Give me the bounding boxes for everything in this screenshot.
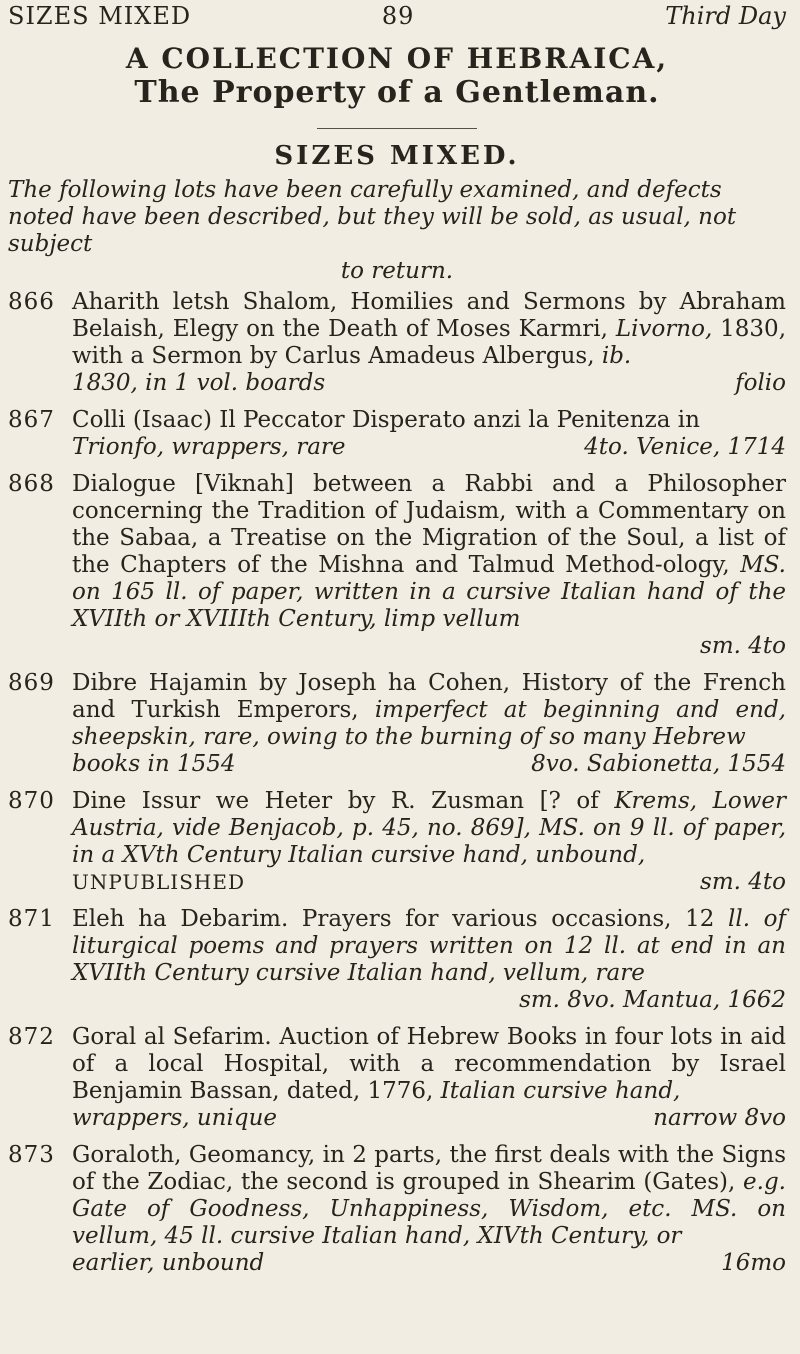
lot-imprint-left: UNPUBLISHED xyxy=(72,870,245,894)
lot-imprint xyxy=(72,633,786,660)
lot-meta: MS. on 165 ll. of paper, written in a cursive Italian hand of the XVIIth or XVIIIth Century, limp vellum xyxy=(72,552,786,632)
lot-870 xyxy=(8,788,786,896)
lot-description xyxy=(72,471,786,660)
running-head-left: SIZES MIXED xyxy=(8,2,192,30)
lot-imprint-right: folio xyxy=(735,370,786,396)
lot-imprint xyxy=(72,869,786,896)
lot-imprint xyxy=(72,1250,786,1277)
intro-text-last: to return. xyxy=(340,258,454,284)
lot-meta: ll. of liturgical poems and prayers written on 12 ll. at end in an XVIIth Century cursive Italian hand, vellum, rare xyxy=(72,906,786,986)
intro-paragraph xyxy=(8,177,786,285)
lot-number: 869 xyxy=(8,670,55,696)
lot-imprint-right: sm. 4to xyxy=(700,869,786,895)
lot-imprint-left: Trionfo, wrappers, rare xyxy=(72,434,346,460)
lot-meta: Krems, Lower Austria, vide Benjacob, p. 45, no. 869], MS. on 9 ll. of paper, in a XVth Century Italian cursive hand, unbound, xyxy=(72,788,787,868)
lot-871 xyxy=(8,906,786,1014)
lot-imprint xyxy=(72,370,786,397)
lot-number: 870 xyxy=(8,788,55,814)
lot-869 xyxy=(8,670,786,778)
lot-imprint-left: earlier, unbound xyxy=(72,1250,265,1276)
lot-imprint-right: 16mo xyxy=(721,1250,786,1276)
lot-imprint-right: sm. 8vo. Mantua, 1662 xyxy=(519,987,786,1013)
lot-imprint-left: 1830, in 1 vol. boards xyxy=(72,370,326,396)
lot-imprint xyxy=(72,434,786,461)
lot-description xyxy=(72,289,786,397)
lot-872 xyxy=(8,1024,786,1132)
lot-imprint-right: narrow 8vo xyxy=(653,1105,786,1131)
lot-imprint-left: books in 1554 xyxy=(72,751,236,777)
lot-868 xyxy=(8,471,786,660)
lot-desc: Dibre Hajamin by Joseph ha Cohen, History of the French and Turkish Emperors, xyxy=(72,670,786,723)
lot-number: 873 xyxy=(8,1142,55,1168)
divider-rule xyxy=(317,128,477,129)
lot-number: 867 xyxy=(8,407,55,433)
lot-number: 871 xyxy=(8,906,55,932)
lot-meta: e.g. Gate of Goodness, Unhappiness, Wisdom, etc. MS. on vellum, 45 ll. cursive Italian hand, XIVth Century, or xyxy=(72,1169,786,1249)
lot-873 xyxy=(8,1142,786,1277)
collection-title: A COLLECTION OF HEBRAICA, xyxy=(125,42,669,75)
lot-imprint-right: sm. 4to xyxy=(700,633,786,659)
section-heading: SIZES MIXED. xyxy=(274,141,520,171)
lot-description xyxy=(72,906,786,1014)
intro-text: The following lots have been carefully examined, and defects noted have been described, but they will be sold, as usual, not subject xyxy=(8,177,737,257)
lot-number: 868 xyxy=(8,471,55,497)
lot-desc: Colli (Isaac) Il Peccator Disperato anzi la Penitenza in xyxy=(72,407,700,433)
lot-description xyxy=(72,1142,786,1277)
lot-meta: Italian cursive hand, xyxy=(440,1078,681,1104)
running-head xyxy=(8,0,786,42)
lot-description xyxy=(72,788,786,896)
lot-desc: Goraloth, Geomancy, in 2 parts, the first deals with the Signs of the Zodiac, the second is grouped in Shearim (Gates), xyxy=(72,1142,786,1195)
lot-imprint-left: wrappers, unique xyxy=(72,1105,278,1131)
lot-description xyxy=(72,670,786,778)
page-number: 89 xyxy=(381,2,415,30)
lot-ib: ib. xyxy=(601,343,632,369)
lot-desc: Dine Issur we Heter by R. Zusman [? of xyxy=(72,788,615,814)
lot-imprint-right: 4to. Venice, 1714 xyxy=(584,434,786,460)
lot-place: Livorno, xyxy=(615,316,713,342)
lot-number: 866 xyxy=(8,289,55,315)
lot-imprint xyxy=(72,751,786,778)
lot-list xyxy=(8,289,786,1277)
lot-imprint-right: 8vo. Sabionetta, 1554 xyxy=(531,751,786,777)
lot-number: 872 xyxy=(8,1024,55,1050)
lot-desc: Goral al Sefarim. Auction of Hebrew Books in four lots in aid of a local Hospital, with a recommendation by Israel Benjamin Bassan, dated, 1776, xyxy=(72,1024,786,1104)
lot-desc2: 1830, with a Sermon by Carlus Amadeus Albergus, xyxy=(72,316,787,369)
lot-866 xyxy=(8,289,786,397)
lot-imprint xyxy=(72,987,786,1014)
lot-description xyxy=(72,407,786,461)
collection-subtitle: The Property of a Gentleman. xyxy=(134,75,660,110)
running-head-right: Third Day xyxy=(665,2,786,30)
lot-867 xyxy=(8,407,786,461)
lot-meta: imperfect at beginning and end, sheepskin, rare, owing to the burning of so many Hebrew xyxy=(72,697,786,750)
lot-imprint xyxy=(72,1105,786,1132)
lot-description xyxy=(72,1024,786,1132)
lot-desc: Aharith letsh Shalom, Homilies and Sermons by Abraham Belaish, Elegy on the Death of Moses Karmri, xyxy=(72,289,786,342)
lot-desc: Eleh ha Debarim. Prayers for various occasions, 12 xyxy=(72,906,728,932)
lot-desc: Dialogue [Viknah] between a Rabbi and a Philosopher concerning the Tradition of Judaism, with a Commentary on the Sabaa, a Treatise on the Migration of the Soul, a list of the Chapters of the Mishna and Talmud Method-ology, xyxy=(72,471,786,578)
